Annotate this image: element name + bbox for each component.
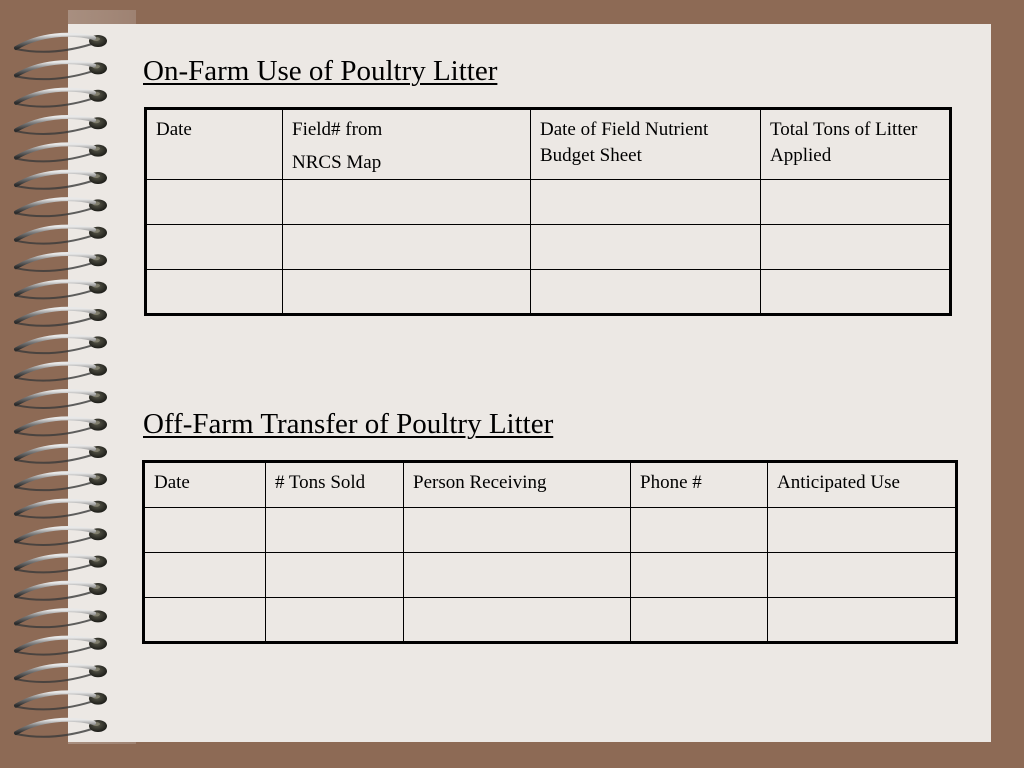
spiral-coil-icon — [16, 309, 107, 326]
table-cell[interactable] — [266, 508, 404, 553]
spiral-coil-icon — [16, 172, 107, 189]
table-cell[interactable] — [266, 598, 404, 643]
column-header-tons-sold: # Tons Sold — [266, 462, 404, 508]
table-cell[interactable] — [146, 225, 283, 270]
spiral-binding — [0, 0, 140, 768]
table-cell[interactable] — [146, 270, 283, 315]
table-cell[interactable] — [283, 180, 531, 225]
spiral-coil-icon — [16, 144, 107, 161]
table-cell[interactable] — [144, 598, 266, 643]
spiral-coil-icon — [16, 692, 107, 709]
spiral-coil-icon — [16, 35, 107, 52]
table-cell[interactable] — [768, 508, 957, 553]
table-cell[interactable] — [761, 180, 951, 225]
table-cell[interactable] — [531, 225, 761, 270]
table-row — [144, 508, 957, 553]
table-row — [144, 553, 957, 598]
spiral-coil-icon — [16, 473, 107, 490]
spiral-coil-icon — [16, 583, 107, 600]
spiral-coil-icon — [16, 199, 107, 216]
table-cell[interactable] — [761, 270, 951, 315]
header-label: Date — [156, 119, 192, 140]
header-label: Total Tons of Litter Applied — [770, 119, 918, 166]
column-header-anticipated-use: Anticipated Use — [768, 462, 957, 508]
table-row — [146, 270, 951, 315]
spiral-coil-icon — [16, 90, 107, 107]
table-cell[interactable] — [404, 598, 631, 643]
table-cell[interactable] — [761, 225, 951, 270]
table-cell[interactable] — [266, 553, 404, 598]
on-farm-section-title: On-Farm Use of Poultry Litter — [143, 55, 498, 87]
spiral-coil-icon — [16, 610, 107, 627]
table-cell[interactable] — [531, 270, 761, 315]
table-cell[interactable] — [768, 598, 957, 643]
table-row — [146, 225, 951, 270]
column-header-phone: Phone # — [631, 462, 768, 508]
table-header-row — [146, 109, 951, 180]
table-cell[interactable] — [631, 553, 768, 598]
spiral-coil-icon — [16, 364, 107, 381]
spiral-coil-icon — [16, 62, 107, 79]
table-cell[interactable] — [144, 553, 266, 598]
on-farm-use-table — [144, 107, 952, 316]
table-cell[interactable] — [283, 225, 531, 270]
spiral-coil-icon — [16, 665, 107, 682]
column-header-total-tons — [761, 109, 951, 180]
table-cell[interactable] — [146, 180, 283, 225]
off-farm-transfer-table — [142, 460, 958, 644]
spiral-coil-icon — [16, 227, 107, 244]
table-cell[interactable] — [404, 508, 631, 553]
table-cell[interactable] — [144, 508, 266, 553]
spiral-coil-icon — [16, 391, 107, 408]
column-header-person-receiving: Person Receiving — [404, 462, 631, 508]
spiral-coil-icon — [16, 720, 107, 737]
header-label: Date of Field Nutrient Budget Sheet — [540, 119, 709, 166]
spiral-coil-icon — [16, 336, 107, 353]
table-cell[interactable] — [768, 553, 957, 598]
spiral-coil-icon — [16, 418, 107, 435]
spiral-coil-icon — [16, 254, 107, 271]
table-cell[interactable] — [531, 180, 761, 225]
spiral-coil-icon — [16, 555, 107, 572]
spiral-coil-icon — [16, 638, 107, 655]
column-header-date — [146, 109, 283, 180]
table-row — [146, 180, 951, 225]
spiral-coil-icon — [16, 501, 107, 518]
spiral-coil-icon — [16, 281, 107, 298]
column-header-budget-sheet-date — [531, 109, 761, 180]
spiral-coil-icon — [16, 528, 107, 545]
table-cell[interactable] — [631, 508, 768, 553]
header-label-line2: NRCS Map — [292, 152, 382, 173]
column-header-date: Date — [144, 462, 266, 508]
column-header-field-number — [283, 109, 531, 180]
table-row — [144, 598, 957, 643]
off-farm-section-title: Off-Farm Transfer of Poultry Litter — [143, 408, 554, 440]
table-header-row — [144, 462, 957, 508]
table-cell[interactable] — [631, 598, 768, 643]
header-label: Field# from — [292, 119, 383, 140]
table-cell[interactable] — [404, 553, 631, 598]
spiral-coil-icon — [16, 117, 107, 134]
spiral-coil-icon — [16, 446, 107, 463]
table-cell[interactable] — [283, 270, 531, 315]
